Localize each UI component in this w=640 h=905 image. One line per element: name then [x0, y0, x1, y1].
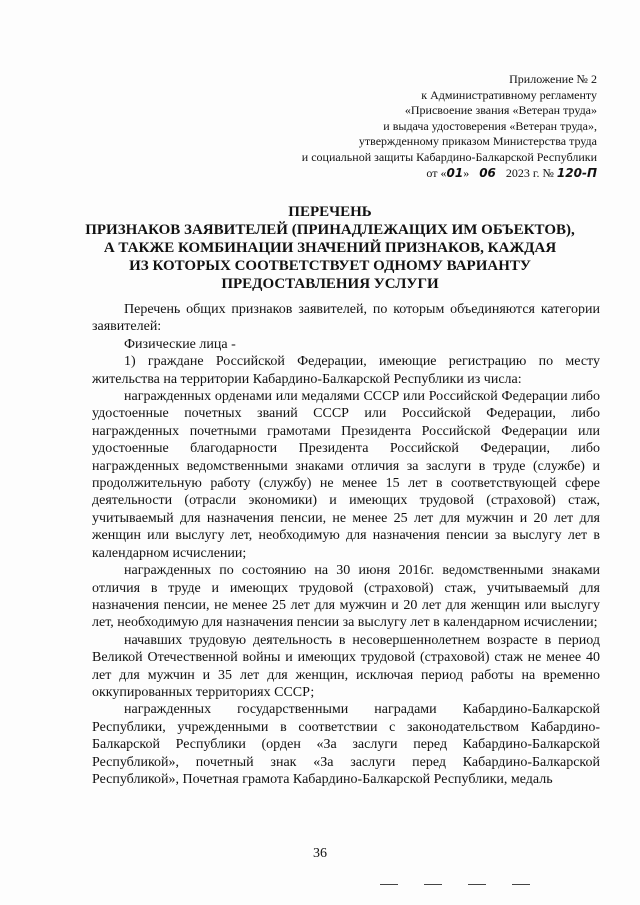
paragraph: Физические лица -	[124, 336, 236, 352]
document-body	[92, 301, 600, 788]
date-quote: »	[463, 165, 470, 180]
appendix-ref-line: к Административному регламенту	[421, 87, 597, 102]
appendix-number: Приложение № 2	[509, 72, 597, 86]
paragraph: награжденных орденами или медалями СССР или Российской Федерации либо удостоенные почетных званий СССР или Российской Федерации, либо награжденных почетными грамотами Президента Российской Федерации или удостоенные благодарности Президента Российской Федерации, либо награжденных ведомственными знаками отличия за заслуги в труде (службе) и продолжительную работу (службу) не менее 15 лет в соответствующей сфере деятельности (отрасли экономики) и имеющих трудовой (страховой) стаж, учитываемый для назначения пенсии, не менее 25 лет для мужчин и 20 лет для женщин или выслугу лет, необходимую для назначения пенсии за выслугу лет в календарном исчислении;	[92, 389, 600, 561]
title-line: ПЕРЕЧЕНЬ	[288, 204, 372, 220]
page-number: 36	[313, 846, 327, 861]
scan-marks	[380, 884, 600, 886]
title-line: А ТАКЖЕ КОМБИНАЦИИ ЗНАЧЕНИЙ ПРИЗНАКОВ, КАЖДАЯ	[103, 240, 557, 256]
paragraph: начавших трудовую деятельность в несовершеннолетнем возрасте в период Великой Отечественной войны и имеющих трудовой (страховой) стаж не менее 40 лет для мужчин и 35 лет для женщин, исключая период работы на временно оккупированных территориях СССР;	[92, 632, 600, 700]
date-prefix: от «	[426, 165, 447, 180]
title-line: ПРЕДОСТАВЛЕНИЯ УСЛУГИ	[221, 276, 439, 292]
appendix-ref-line: и выдача удостоверения «Ветеран труда»,	[383, 118, 597, 133]
appendix-header	[157, 72, 597, 181]
paragraph: награжденных государственными наградами Кабардино-Балкарской Республики, учрежденными в соответствии с законодательством Кабардино-Балкарской Республики (орден «За заслуги перед Кабардино-Балкарской Республикой», почетный знак «За заслуги перед Кабардино-Балкарской Республикой», Почетная грамота Кабардино-Балкарской Республики, медаль	[92, 702, 600, 787]
appendix-ref-line: «Присвоение звания «Ветеран труда»	[404, 103, 597, 118]
document-title	[60, 203, 600, 293]
paragraph: 1) граждане Российской Федерации, имеющие регистрацию по месту жительства на территории Кабардино-Балкарской Республики из числа:	[92, 354, 600, 387]
appendix-date-line	[157, 166, 597, 182]
title-line: ИЗ КОТОРЫХ СООТВЕТСТВУЕТ ОДНОМУ ВАРИАНТУ	[129, 258, 531, 274]
title-line: ПРИЗНАКОВ ЗАЯВИТЕЛЕЙ (ПРИНАДЛЕЖАЩИХ ИМ ОБЪЕКТОВ),	[85, 222, 575, 238]
paragraph: Перечень общих признаков заявителей, по которым объединяются категории заявителей:	[92, 302, 600, 335]
handwritten-order-number: 120-П	[556, 165, 597, 180]
appendix-ref-line: утвержденному приказом Министерства труда	[358, 134, 597, 149]
handwritten-day: 01	[446, 165, 464, 180]
appendix-ref-line: и социальной защиты Кабардино-Балкарской Республики	[301, 149, 597, 164]
handwritten-month: 06	[479, 165, 496, 180]
date-year: 2023 г. №	[505, 165, 554, 180]
paragraph: награжденных по состоянию на 30 июня 2016г. ведомственными знаками отличия в труде и имеющих трудовой (страховой) стаж, учитываемый для назначения пенсии, не менее 25 лет для мужчин и 20 лет для женщин или выслугу лет, необходимую для назначения пенсии за выслугу лет в календарном исчислении;	[92, 563, 600, 631]
